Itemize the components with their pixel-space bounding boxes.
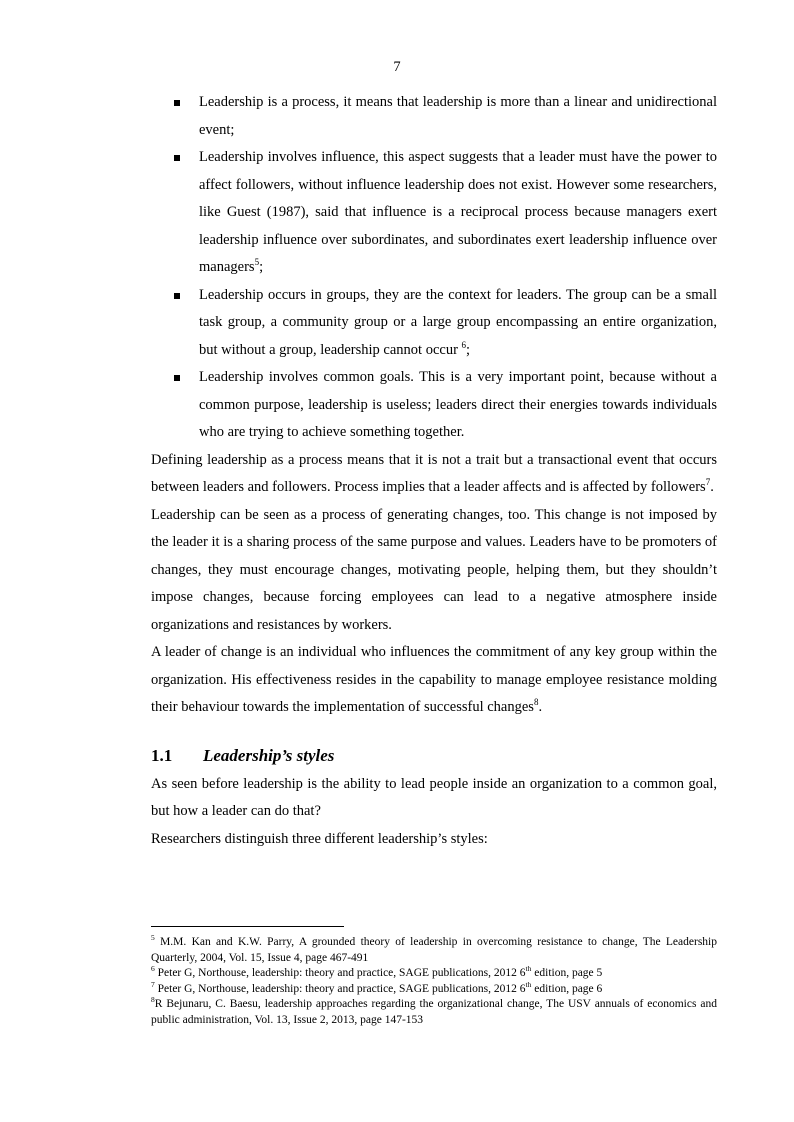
footnotes (151, 926, 717, 1028)
bullet-item-groups (199, 282, 717, 365)
ordinal-suffix: th (525, 964, 532, 974)
bullet-item-influence (199, 144, 717, 282)
bullet-tail: ; (259, 259, 264, 275)
footnote-8 (151, 997, 717, 1028)
square-bullet-icon (174, 155, 180, 161)
footnote-text: R Bejunaru, C. Baesu, leadership approaches regarding the organizational change, The USV annuals of economics and public administration, Vol. 13, Issue 2, 2013, page 147-153 (151, 998, 717, 1026)
footnote-7 (151, 979, 717, 998)
section-title: Leadership’s styles (203, 745, 335, 765)
footnote-text-end: edition, page 6 (531, 982, 603, 995)
paragraph-text: Defining leadership as a process means that it is not a trait but a transactional event that occurs between leaders and followers. Process implies that a leader affects and is affected by followers (151, 451, 717, 495)
footnote-divider (151, 926, 344, 927)
bullet-list (151, 89, 717, 447)
footnote-number: 5 (151, 933, 155, 943)
paragraph-tail: . (710, 479, 714, 495)
footnote-text: M.M. Kan and K.W. Parry, A grounded theory of leadership in overcoming resistance to change, The Leadership Quarterly, 2004, Vol. 15, Issue 4, page 467-491 (151, 936, 717, 964)
footnote-text-end: edition, page 5 (531, 967, 603, 979)
square-bullet-icon (174, 100, 180, 106)
footnote-text: Peter G, Northouse, leadership: theory and practice, SAGE publications, 2012 6 (154, 982, 526, 995)
bullet-tail: ; (466, 341, 471, 358)
paragraph-changes (151, 502, 717, 640)
footnote-6 (151, 966, 717, 982)
bullet-text: Leadership occurs in groups, they are the context for leaders. The group can be a small task group, a community group or a large group encompassing an entire organization, but without a group, leadership cannot occur (199, 286, 717, 358)
page-number: 7 (393, 59, 401, 75)
footnote-5 (151, 935, 717, 966)
bullet-item-process (199, 89, 717, 144)
square-bullet-icon (174, 293, 180, 299)
paragraph-text: A leader of change is an individual who influences the commitment of any key group within the organization. His effectiveness resides in the capability to manage employee resistance molding their behaviour towards the implementation of successful changes (151, 644, 717, 715)
square-bullet-icon (174, 375, 180, 381)
bullet-item-goals (199, 364, 717, 447)
section-paragraph: Researchers distinguish three different leadership’s styles: (151, 830, 488, 847)
paragraph-tail: . (538, 699, 543, 715)
bullet-text: Leadership is a process, it means that leadership is more than a linear and unidirectional event; (199, 94, 717, 138)
section-number: 1.1 (151, 745, 173, 765)
paragraph-text: Leadership can be seen as a process of generating changes, too. This change is not imposed by the leader it is a sharing process of the same purpose and values. Leaders have to be promoters of changes, they must encourage changes, motivating people, helping them, but they shouldn’t impose changes, because forcing employees can lead to a negative atmosphere inside organizations and resistances by workers. (151, 506, 717, 633)
footnote-text: Peter G, Northouse, leadership: theory and practice, SAGE publications, 2012 6 (154, 967, 526, 979)
paragraph-leader-of-change (151, 639, 717, 722)
page-body (151, 89, 717, 853)
bullet-text: Leadership involves influence, this aspect suggests that a leader must have the power to affect followers, without influence leadership does not exist. However some researchers, like Guest (1987), said that influence is a reciprocal process because managers exert leadership influence over subordinates, and subordinates exert leadership influence over managers (199, 149, 717, 275)
footnote-ref: 6 (461, 339, 467, 350)
ordinal-suffix: th (525, 979, 532, 989)
section-paragraph: As seen before leadership is the ability to lead people inside an organization to a common goal, but how a leader can do that? (151, 775, 717, 819)
bullet-text: Leadership involves common goals. This is a very important point, because without a common purpose, leadership is useless; leaders direct their energies towards individuals who are trying to achieve something together. (199, 369, 717, 440)
section-heading (151, 741, 717, 771)
footnote-ref: 5 (254, 257, 260, 268)
paragraph-process-definition (151, 447, 717, 502)
footnote-ref: 7 (705, 477, 711, 488)
footnote-ref: 8 (533, 697, 539, 708)
footnote-number: 8 (151, 995, 155, 1005)
footnote-number: 7 (151, 979, 155, 989)
footnote-number: 6 (151, 964, 155, 974)
